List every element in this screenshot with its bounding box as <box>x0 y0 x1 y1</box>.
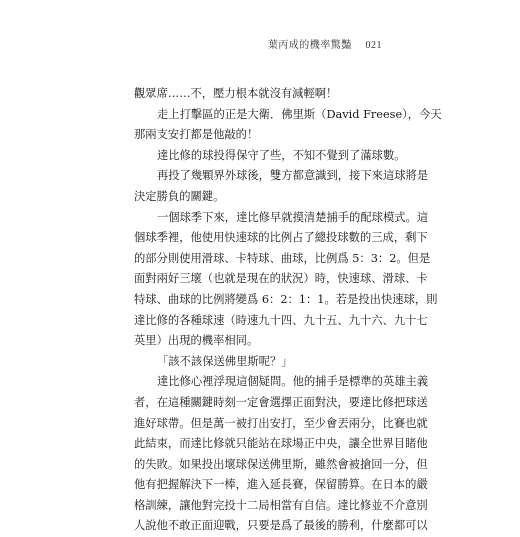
text-line: 達比修的各種球速（時速九十四、九十五、九十六、九十七 <box>134 313 428 327</box>
text-line: 英里）出現的機率相同。 <box>134 334 259 348</box>
text-line: 他有把握解決下一棒，進入延長賽，保留勝算。在日本的嚴 <box>134 478 428 492</box>
text-line: 再投了幾顆界外球後，雙方都意識到，接下來這球將是 <box>157 169 429 183</box>
text-line: 者，在這種關鍵時刻一定會選擇正面對決，要達比修把球送 <box>134 395 428 409</box>
text-line: 人說他不敢正面迎戰，只要是爲了最後的勝利，什麼都可以 <box>134 519 428 533</box>
text-line: 「該不該保送佛里斯呢？」 <box>157 354 293 368</box>
text-line: 達比修心裡浮現這個疑問。他的捕手是標準的英雄主義 <box>157 375 429 389</box>
text-line: 特球、曲球的比例將變爲 6：2：1：1。若是投出快速球，則 <box>134 292 438 306</box>
text-line: 格訓練，讓他對完投十二局相當有自信。達比修並不介意別 <box>134 498 428 512</box>
text-line: 達比修的球投得保守了些，不知不覺到了滿球數。 <box>157 148 406 162</box>
text-line: 進好球帶。但是萬一被打出安打，至少會丟兩分，比賽也就 <box>134 416 428 430</box>
book-title: 葉丙成的機率驚豔 <box>267 40 352 51</box>
text-line: 的部分則使用滑球、卡特球、曲球，比例爲 5：3：2。但是 <box>134 251 431 265</box>
text-line: 個球季裡，他使用快速球的比例占了總投球數的三成，剩下 <box>134 231 428 245</box>
body-text <box>134 84 442 537</box>
text-line: 此結束，而達比修就只能站在球場正中央，讓全世界目睹他 <box>134 437 428 451</box>
text-line: 一個球季下來，達比修早就摸清楚捕手的配球模式。這 <box>157 210 429 224</box>
text-line: 走上打擊區的正是大衛．佛里斯（David Freese），今天 <box>157 107 442 121</box>
text-line: 觀眾席……不，壓力根本就沒有減輕啊！ <box>134 87 338 100</box>
text-line: 的失敗。如果投出壞球保送佛里斯，雖然會被搶回一分，但 <box>134 457 428 471</box>
running-header <box>268 36 382 51</box>
text-line: 面對兩好三壞（也就是現在的狀況）時，快速球、滑球、卡 <box>134 272 428 286</box>
text-line: 那兩支安打都是他敲的！ <box>134 128 259 142</box>
page-number: 021 <box>365 40 382 51</box>
text-line: 決定勝負的關鍵。 <box>134 189 225 203</box>
